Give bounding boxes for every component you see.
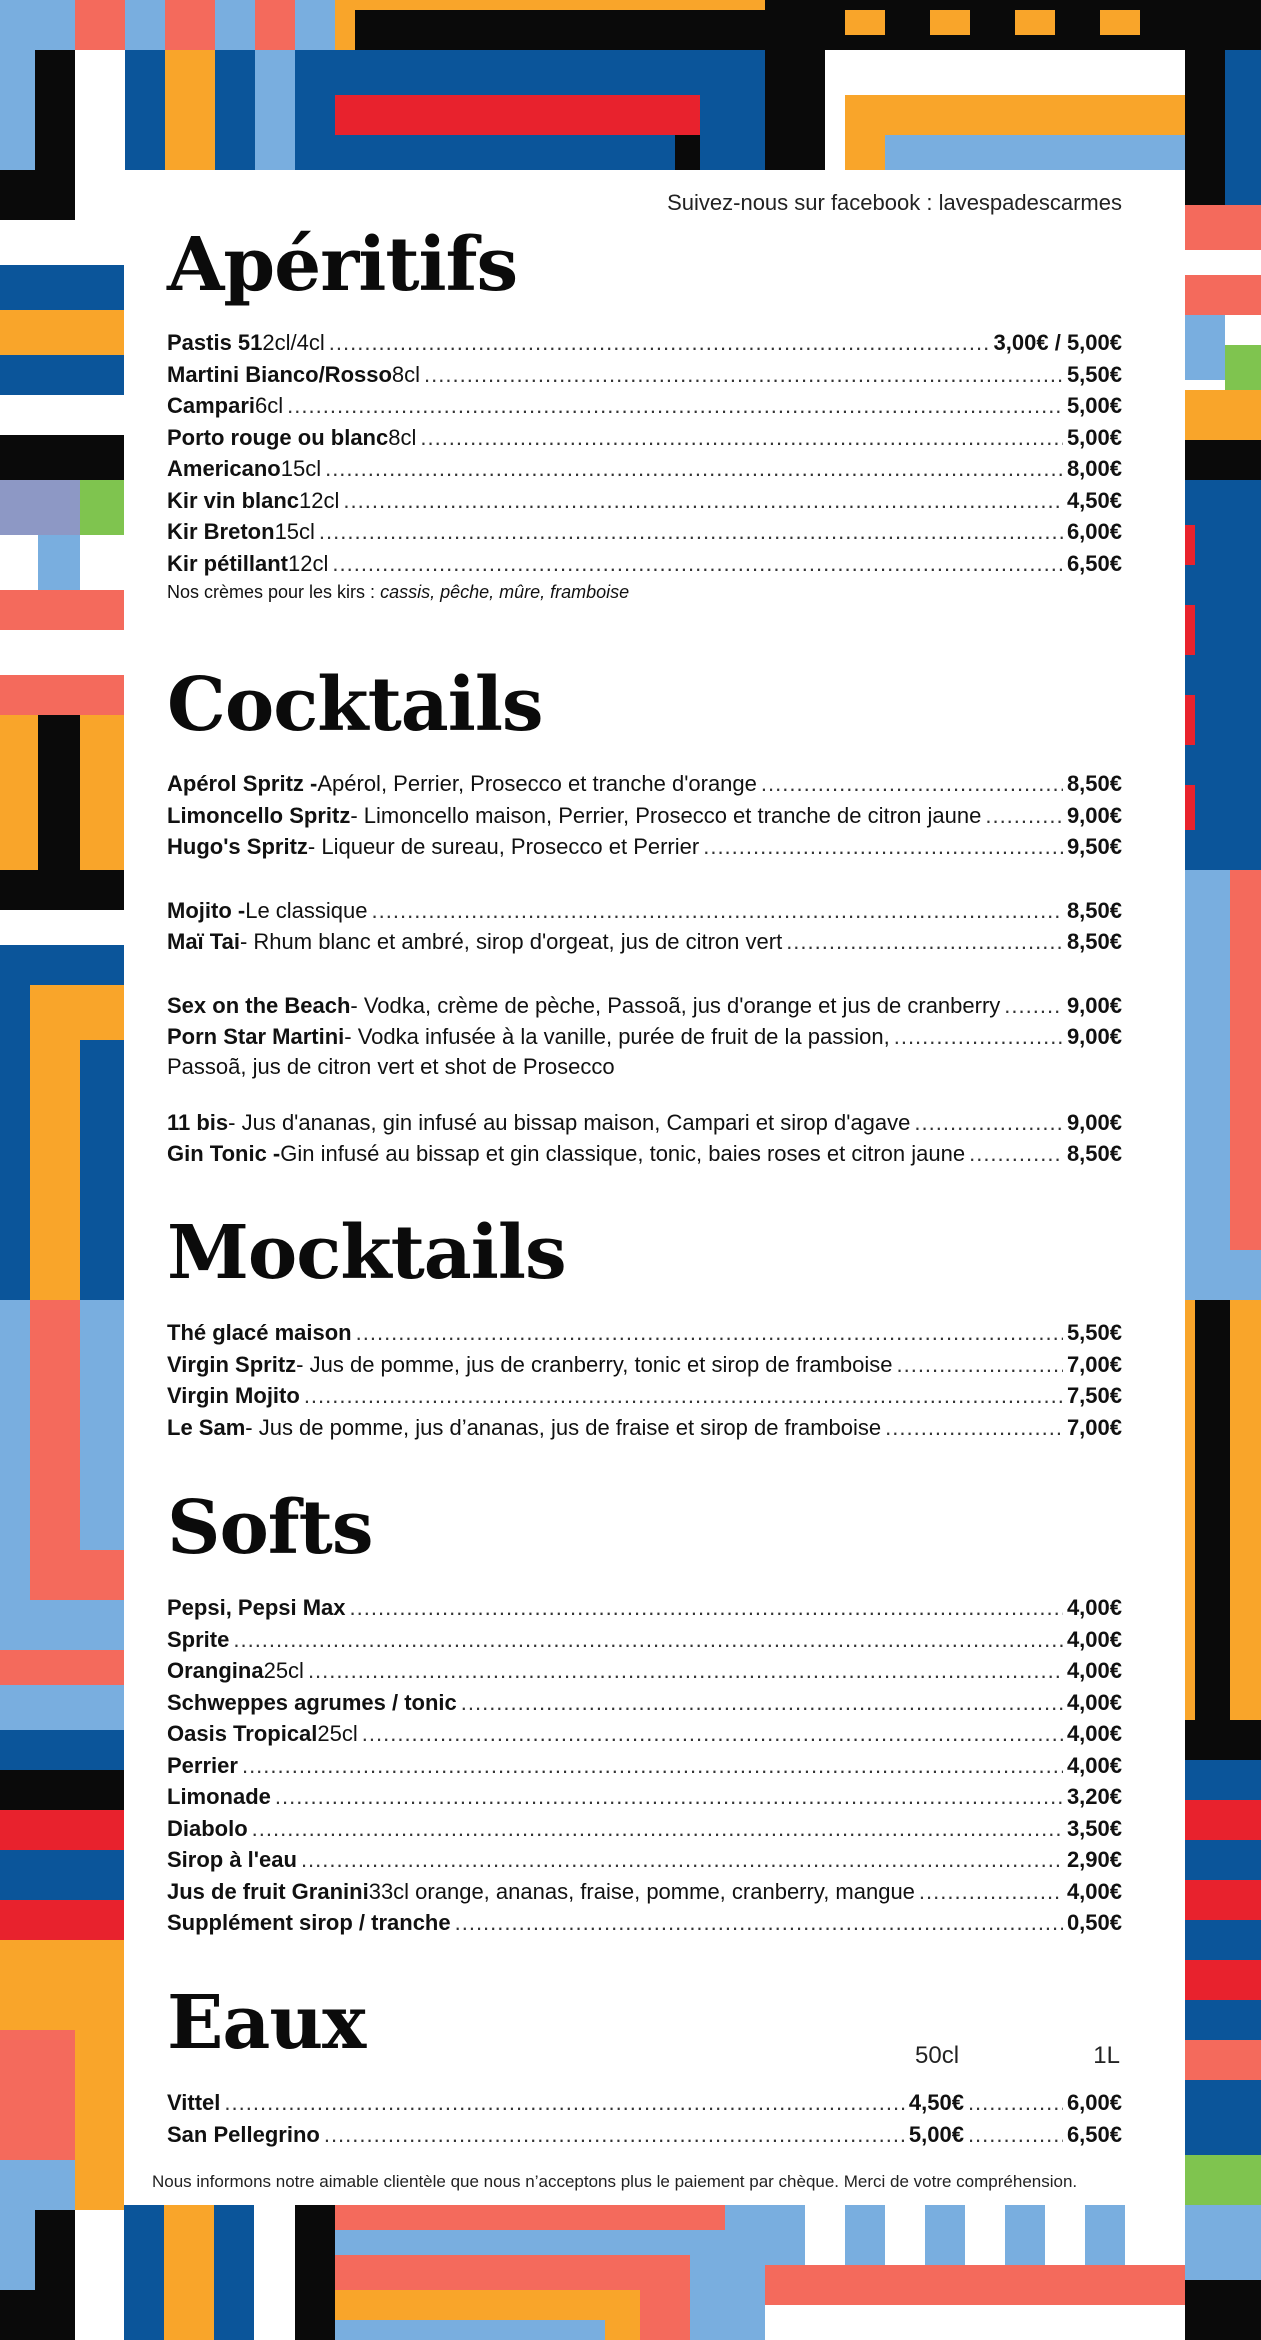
section-title-mocktails: Mocktails bbox=[167, 1210, 566, 1296]
item-price: 5,50€ bbox=[1066, 1320, 1122, 1345]
menu-item bbox=[167, 362, 1122, 394]
dot-leader bbox=[786, 929, 1063, 955]
dot-leader bbox=[325, 456, 1063, 482]
dot-leader bbox=[461, 1690, 1063, 1716]
dot-leader bbox=[894, 1024, 1063, 1050]
dot-leader bbox=[304, 1383, 1063, 1409]
menu-item bbox=[167, 456, 1122, 488]
item-price-50cl: 4,50€ bbox=[908, 2090, 964, 2115]
menu-item bbox=[167, 1352, 1122, 1384]
facebook-follow-text: Suivez-nous sur facebook : lavespadescarmes bbox=[667, 190, 1122, 215]
item-desc: 2cl/4cl bbox=[262, 330, 325, 355]
menu-item bbox=[167, 393, 1122, 425]
item-price: 3,50€ bbox=[1066, 1815, 1122, 1841]
item-price: 8,50€ bbox=[1066, 1141, 1122, 1166]
dot-leader bbox=[362, 1721, 1063, 1747]
item-name: Porto rouge ou blanc bbox=[167, 424, 389, 450]
menu-item bbox=[167, 488, 1122, 520]
item-price: 9,00€ bbox=[1066, 802, 1122, 828]
dot-leader bbox=[329, 330, 990, 356]
dot-leader bbox=[1004, 993, 1063, 1019]
item-price: 4,00€ bbox=[1066, 1658, 1122, 1683]
menu-item bbox=[167, 330, 1122, 362]
dot-leader bbox=[252, 1816, 1063, 1842]
item-price: 0,50€ bbox=[1066, 1910, 1122, 1935]
item-desc: 6cl bbox=[255, 393, 284, 418]
item-desc: 15cl bbox=[280, 456, 322, 481]
item-name: Oasis Tropical bbox=[167, 1721, 318, 1746]
item-name: Pastis 51 bbox=[167, 330, 263, 355]
item-desc: - Rhum blanc et ambré, sirop d'orgeat, jus de citron vert bbox=[239, 929, 783, 954]
dot-leader bbox=[420, 425, 1063, 451]
item-name: Hugo's Spritz bbox=[167, 834, 308, 859]
menu-item bbox=[167, 771, 1122, 803]
item-price: 6,50€ bbox=[1066, 550, 1122, 576]
mocktails-list bbox=[167, 1320, 1122, 1446]
item-name: Jus de fruit Granini bbox=[167, 1878, 369, 1904]
item-name: Perrier bbox=[167, 1752, 238, 1778]
item-price: 8,50€ bbox=[1066, 929, 1122, 954]
menu-item bbox=[167, 1627, 1122, 1659]
item-price: 9,00€ bbox=[1066, 1024, 1122, 1049]
menu-item bbox=[167, 1784, 1122, 1816]
dot-leader bbox=[969, 1141, 1063, 1167]
menu-item bbox=[167, 1690, 1122, 1722]
menu-item bbox=[167, 1753, 1122, 1785]
item-desc: 15cl bbox=[274, 519, 315, 544]
item-name: Pepsi, Pepsi Max bbox=[167, 1595, 346, 1620]
kir-creams-note bbox=[167, 582, 1122, 610]
menu-item bbox=[167, 2090, 1122, 2122]
item-name: Schweppes agrumes / tonic bbox=[167, 1689, 457, 1715]
menu-item bbox=[167, 1721, 1122, 1753]
menu-item bbox=[167, 1110, 1122, 1142]
menu-item bbox=[167, 993, 1122, 1025]
item-name: Martini Bianco/Rosso bbox=[167, 361, 392, 387]
menu-item bbox=[167, 1024, 1122, 1056]
section-title-cocktails: Cocktails bbox=[167, 662, 543, 748]
dot-leader bbox=[350, 1595, 1063, 1621]
dot-leader bbox=[919, 1879, 1063, 1905]
dot-leader bbox=[343, 488, 1063, 514]
item-name: Porn Star Martini bbox=[167, 1024, 345, 1049]
item-price: 8,50€ bbox=[1066, 897, 1122, 923]
item-price: 7,00€ bbox=[1066, 1351, 1122, 1377]
menu-item bbox=[167, 551, 1122, 583]
item-desc: 25cl bbox=[317, 1721, 358, 1746]
item-name: Le Sam bbox=[167, 1414, 246, 1440]
item-name: Apérol Spritz - bbox=[167, 771, 318, 796]
dot-leader bbox=[308, 1658, 1063, 1684]
item-desc: 25cl bbox=[263, 1658, 304, 1683]
dot-leader bbox=[224, 2090, 904, 2116]
item-desc: 12cl bbox=[299, 487, 340, 513]
item-desc: - Vodka, crème de pèche, Passoã, jus d'orange et jus de cranberry bbox=[350, 992, 1001, 1018]
item-desc: Le classique bbox=[245, 897, 368, 923]
eaux-list bbox=[167, 2090, 1122, 2153]
dot-leader bbox=[301, 1847, 1063, 1873]
item-desc: - Liqueur de sureau, Prosecco et Perrier bbox=[307, 834, 700, 859]
item-desc: - Jus d'ananas, gin infusé au bissap maison, Campari et sirop d'agave bbox=[228, 1109, 911, 1135]
menu-item bbox=[167, 834, 1122, 866]
item-price: 8,50€ bbox=[1066, 771, 1122, 796]
menu-item bbox=[167, 1816, 1122, 1848]
item-name: Kir vin blanc bbox=[167, 487, 300, 513]
spacer bbox=[167, 1084, 1122, 1110]
item-name: Supplément sirop / tranche bbox=[167, 1910, 451, 1935]
menu-item bbox=[167, 1383, 1122, 1415]
item-price-1l: 6,00€ bbox=[1066, 2090, 1122, 2115]
cocktails-list bbox=[167, 771, 1122, 1173]
dot-leader bbox=[761, 771, 1063, 797]
menu-item bbox=[167, 898, 1122, 930]
item-price: 6,00€ bbox=[1066, 519, 1122, 544]
item-desc: - Jus de pomme, jus d’ananas, jus de fraise et sirop de framboise bbox=[245, 1414, 882, 1440]
item-price-1l: 6,50€ bbox=[1066, 2121, 1122, 2147]
item-price: 4,00€ bbox=[1066, 1752, 1122, 1778]
item-desc: 12cl bbox=[288, 550, 329, 576]
menu-item bbox=[167, 1879, 1122, 1911]
item-name: Virgin Spritz bbox=[167, 1351, 297, 1377]
water-col-1l: 1L bbox=[1093, 2042, 1120, 2069]
dot-leader bbox=[424, 362, 1063, 388]
dot-leader bbox=[332, 551, 1063, 577]
menu-item bbox=[167, 1910, 1122, 1942]
item-name: Maï Tai bbox=[167, 929, 240, 954]
menu-item bbox=[167, 2122, 1122, 2154]
dot-leader bbox=[914, 1110, 1063, 1136]
dot-leader bbox=[703, 834, 1063, 860]
dot-leader bbox=[968, 2090, 1063, 2116]
section-title-softs: Softs bbox=[167, 1485, 373, 1571]
aperitifs-list bbox=[167, 330, 1122, 610]
dot-leader bbox=[242, 1753, 1063, 1779]
item-name: Limonade bbox=[167, 1784, 271, 1809]
section-title-eaux: Eaux bbox=[167, 1980, 366, 2066]
item-price: 4,50€ bbox=[1066, 487, 1122, 513]
item-price: 9,50€ bbox=[1066, 834, 1122, 859]
item-price: 5,00€ bbox=[1066, 424, 1122, 450]
note-list: cassis, pêche, mûre, framboise bbox=[380, 582, 630, 602]
item-desc: - Jus de pomme, jus de cranberry, tonic et sirop de framboise bbox=[296, 1351, 893, 1377]
item-name: Limoncello Spritz bbox=[167, 802, 351, 828]
softs-list bbox=[167, 1595, 1122, 1942]
menu-item bbox=[167, 1658, 1122, 1690]
item-name: San Pellegrino bbox=[167, 2121, 320, 2147]
item-name: Thé glacé maison bbox=[167, 1320, 352, 1345]
item-price: 7,00€ bbox=[1066, 1414, 1122, 1440]
menu-item bbox=[167, 1595, 1122, 1627]
item-price: 4,00€ bbox=[1066, 1689, 1122, 1715]
item-name: Americano bbox=[167, 456, 281, 481]
spacer bbox=[167, 961, 1122, 993]
menu-item bbox=[167, 803, 1122, 835]
item-name: Diabolo bbox=[167, 1815, 248, 1841]
item-desc: 8cl bbox=[391, 361, 421, 387]
item-desc: - Limoncello maison, Perrier, Prosecco et tranche de citron jaune bbox=[350, 802, 982, 828]
menu-item bbox=[167, 1141, 1122, 1173]
item-name: 11 bis bbox=[167, 1109, 229, 1135]
menu-item bbox=[167, 1320, 1122, 1352]
item-price: 4,00€ bbox=[1066, 1626, 1122, 1652]
dot-leader bbox=[885, 1415, 1063, 1441]
item-price: 5,00€ bbox=[1066, 393, 1122, 418]
item-price: 5,50€ bbox=[1066, 361, 1122, 387]
dot-leader bbox=[985, 803, 1063, 829]
menu-item bbox=[167, 425, 1122, 457]
menu-item bbox=[167, 519, 1122, 551]
item-name: Sprite bbox=[167, 1626, 230, 1652]
dot-leader bbox=[275, 1784, 1063, 1810]
item-price: 4,00€ bbox=[1066, 1595, 1122, 1620]
item-desc: - Vodka infusée à la vanille, purée de fruit de la passion, bbox=[344, 1024, 890, 1049]
dot-leader bbox=[896, 1352, 1062, 1378]
item-name: Sirop à l'eau bbox=[167, 1847, 297, 1872]
menu-item bbox=[167, 1847, 1122, 1879]
item-price: 4,00€ bbox=[1066, 1721, 1122, 1746]
item-price: 3,20€ bbox=[1066, 1784, 1122, 1809]
item-price-50cl: 5,00€ bbox=[908, 2121, 964, 2147]
item-name: Kir Breton bbox=[167, 519, 275, 544]
dot-leader bbox=[287, 393, 1063, 419]
note-prefix: Nos crèmes pour les kirs : bbox=[167, 582, 381, 602]
item-price: 3,00€ / 5,00€ bbox=[993, 330, 1122, 355]
item-price: 8,00€ bbox=[1066, 456, 1122, 481]
menu-item bbox=[167, 1415, 1122, 1447]
item-desc: Apérol, Perrier, Prosecco et tranche d'orange bbox=[317, 771, 757, 796]
water-col-50cl: 50cl bbox=[915, 2042, 960, 2069]
item-price: 7,50€ bbox=[1066, 1383, 1122, 1408]
section-title-aperitifs: Apéritifs bbox=[167, 222, 518, 308]
item-desc-continuation: Passoã, jus de citron vert et shot de Prosecco bbox=[167, 1053, 615, 1079]
payment-notice: Nous informons notre aimable clientèle que nous n’acceptons plus le paiement par chèque. Merci de votre compréhension. bbox=[152, 2172, 1078, 2191]
item-name: Campari bbox=[167, 393, 256, 418]
item-name: Gin Tonic - bbox=[167, 1141, 281, 1166]
item-price: 9,00€ bbox=[1066, 1109, 1122, 1135]
dot-leader bbox=[372, 898, 1063, 924]
item-desc: 33cl orange, ananas, fraise, pomme, cranberry, mangue bbox=[368, 1878, 915, 1904]
dot-leader bbox=[324, 2122, 905, 2148]
dot-leader bbox=[233, 1627, 1063, 1653]
item-price: 2,90€ bbox=[1066, 1847, 1122, 1872]
item-name: Vittel bbox=[167, 2090, 221, 2115]
item-desc: 8cl bbox=[388, 424, 417, 450]
item-desc: Gin infusé au bissap et gin classique, tonic, baies roses et citron jaune bbox=[280, 1141, 966, 1166]
dot-leader bbox=[356, 1320, 1063, 1346]
item-name: Virgin Mojito bbox=[167, 1383, 300, 1408]
item-name: Mojito - bbox=[167, 897, 246, 923]
dot-leader bbox=[319, 519, 1063, 545]
dot-leader bbox=[455, 1910, 1063, 1936]
item-price: 4,00€ bbox=[1066, 1878, 1122, 1904]
item-price: 9,00€ bbox=[1066, 992, 1122, 1018]
item-name: Sex on the Beach bbox=[167, 992, 351, 1018]
item-name: Orangina bbox=[167, 1658, 264, 1683]
spacer bbox=[167, 866, 1122, 898]
item-name: Kir pétillant bbox=[167, 550, 289, 576]
menu-item bbox=[167, 929, 1122, 961]
dot-leader bbox=[968, 2122, 1063, 2148]
